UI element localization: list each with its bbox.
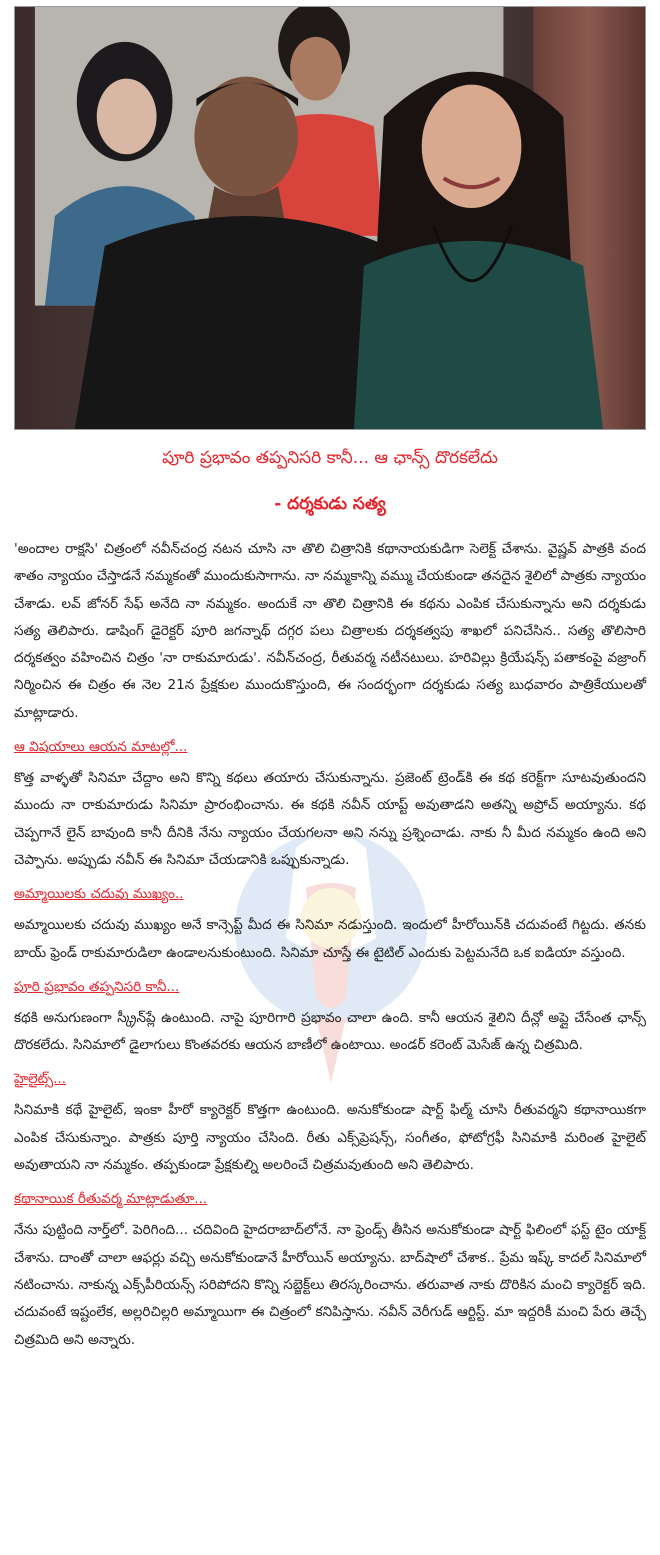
article-paragraph-intro: 'అందాల రాక్షసి' చిత్రంలో నవీన్‌చంద్ర నటన చూసి నా తొలి చిత్రానికి కథానాయకుడిగా సెలెక్ట్ చేశాను. వైష్ణవ్ పాత్రకి వంద శాతం న్యాయం చేస్తాడనే నమ్మకంతో ముందుకుసాగాను. నా నమ్మకాన్ని వమ్ము చేయకుండా తనదైన శైలిలో పాత్రకు న్యాయం చేశాడు. లవ్ జోనర్ సేఫ్ అనేది నా నమ్మకం. అందుకే నా తొలి చిత్రానికి ఈ కథను ఎంపిక చేసుకున్నాను అని దర్శకుడు సత్య తెలిపారు. డాషింగ్ డైరెక్టర్ పూరి జగన్నాథ్ దగ్గర పలు చిత్రాలకు దర్శకత్వపు శాఖలో పనిచేసిన.. సత్య తొలిసారి దర్శకత్వం వహించిన చిత్రం 'నా రాకుమారుడు'. నవీన్‌చంద్ర, రీతువర్మ నటీనటులు. హరివిల్లు క్రియేషన్స్ పతాకంపై వజ్రాంగ్ నిర్మించిన ఈ చిత్రం ఈ నెల 21న ప్రేక్షకుల ముందుకొస్తుంది, ఈ సందర్భంగా దర్శకుడు సత్య బుధవారం పాత్రికేయులతో మాట్లాడారు. <box>14 541 647 721</box>
article-paragraph-influence: కథకి అనుగుణంగా స్క్రీన్‌ప్లే ఉంటుంది. నాపై పూరిగారి ప్రభావం చాలా ఉంది. కానీ ఆయన శైలిని దీన్లో అప్లై చేసేంత ఛాన్స్ దొరకలేదు. సినిమాలో డైలాగులు కొంతవరకు ఆయన బాణీలో ఉంటాయి. అండర్ కరెంట్ మెసేజ్ ఉన్న చిత్రమిది. <box>14 1009 646 1054</box>
section-heading-director-words: ఆ విషయాలు ఆయన మాటల్లో... <box>14 739 188 756</box>
article-headline: పూరి ప్రభావం తప్పనిసరి కానీ... ఆ ఛాన్స్ దొరకలేదు <box>162 448 498 468</box>
section-heading-puri-influence: పూరి ప్రభావం తప్పనిసరి కానీ... <box>14 978 180 995</box>
photo-illustration <box>15 7 645 429</box>
article-paragraph-story: కొత్త వాళ్ళతో సినిమా చేద్దాం అని కొన్ని కథలు తయారు చేసుకున్నాను. ప్రజెంట్ ట్రెండ్‌కి ఈ కథ కరెక్ట్‌గా సూటవుతుందని ముందు నా రాకుమారుడు సినిమా ప్రారంభించాను. ఈ కథకి నవీన్ యాప్ట్ అవుతాడని అతన్ని అప్రోచ్ అయ్యాను. కథ చెప్పగానే లైన్ బావుంది కానీ దీనికి నేను న్యాయం చేయగలనా అని నన్ను ప్రశ్నించాడు. నాకు నీ మీద నమ్మకం ఉంది అని చెప్పాను. అప్పుడు నవీన్ ఈ సినిమా చేయడానికి ఒప్పుకున్నాడు. <box>14 770 646 868</box>
article-body <box>14 536 646 1360</box>
section-heading-education: అమ్మాయిలకు చదువు ముఖ్యం.. <box>14 886 184 903</box>
article-paragraph-concept: అమ్మాయిలకు చదువు ముఖ్యం అనే కాన్సెప్ట్ మీద ఈ సినిమా నడుస్తుంది. ఇందులో హీరోయిన్‌కి చదువంటే గిట్టదు. తనకు బాయ్ ఫ్రెండ్ రాకుమారుడిలా ఉండాలనుకుంటుంది. సినిమా చూస్తే ఈ టైటిల్ ఎందుకు పెట్టమనేది ఒక ఐడియా వస్తుంది. <box>14 917 646 961</box>
article-paragraph-highlights: సినిమాకి కథే హైలైట్, ఇంకా హీరో క్యారెక్టర్ కొత్తగా ఉంటుంది. అనుకోకుండా షార్ట్ ఫిల్మ్ చూసి రీతువర్మని కథానాయికగా ఎంపిక చేసుకున్నాం. పాత్రకు పూర్తి న్యాయం చేసింది. రీతు ఎక్స్‌ప్రెషన్స్, సంగీతం, ఫోటోగ్రఫీ సినిమాకి మరింత హైలైట్ అవుతాయని నా నమ్మకం. తప్పకుండా ప్రేక్షకుల్ని అలరించే చిత్రమవుతుంది అని తెలిపారు. <box>14 1102 646 1174</box>
section-heading-heroine: కథానాయిక రీతువర్మ మాట్లాడుతూ... <box>14 1191 208 1208</box>
article-byline: - దర్శకుడు సత్య <box>274 494 386 514</box>
article-photo <box>14 6 646 430</box>
article-paragraph-heroine: నేను పుట్టింది నార్త్‌లో. పెరిగింది... చదివింది హైదరాబాద్‌లోనే. నా ఫ్రెండ్స్ తీసిన అనుకోకుండా షార్ట్ ఫిలింలో ఫస్ట్ టైం యాక్ట్ చేశాను. దాంతో చాలా ఆఫర్లు వచ్చి అనుకోకుండానే హీరోయిన్ అయ్యాను. బాద్‌షాలో చేశాక.. ప్రేమ ఇష్క్ కాదల్ సినిమాలో నటించాను. నాకున్న ఎక్స్‌పీరియన్స్ సరిపోదని కొన్ని సబ్జెక్ట్‌లు తిరస్కరించాను. తరువాత నాకు దొరికిన మంచి క్యారెక్టర్ ఇది. చదువంటే ఇష్టంలేక, అల్లరిచిల్లరి అమ్మాయిగా ఈ చిత్రంలో కనిపిస్తాను. నవీన్ వెరీగుడ్ ఆర్టిస్ట్. మా ఇద్దరికీ మంచి పేరు తెచ్చే చిత్రమిది అని అన్నారు. <box>14 1222 646 1348</box>
section-heading-highlights: హైలైట్స్... <box>14 1071 67 1088</box>
